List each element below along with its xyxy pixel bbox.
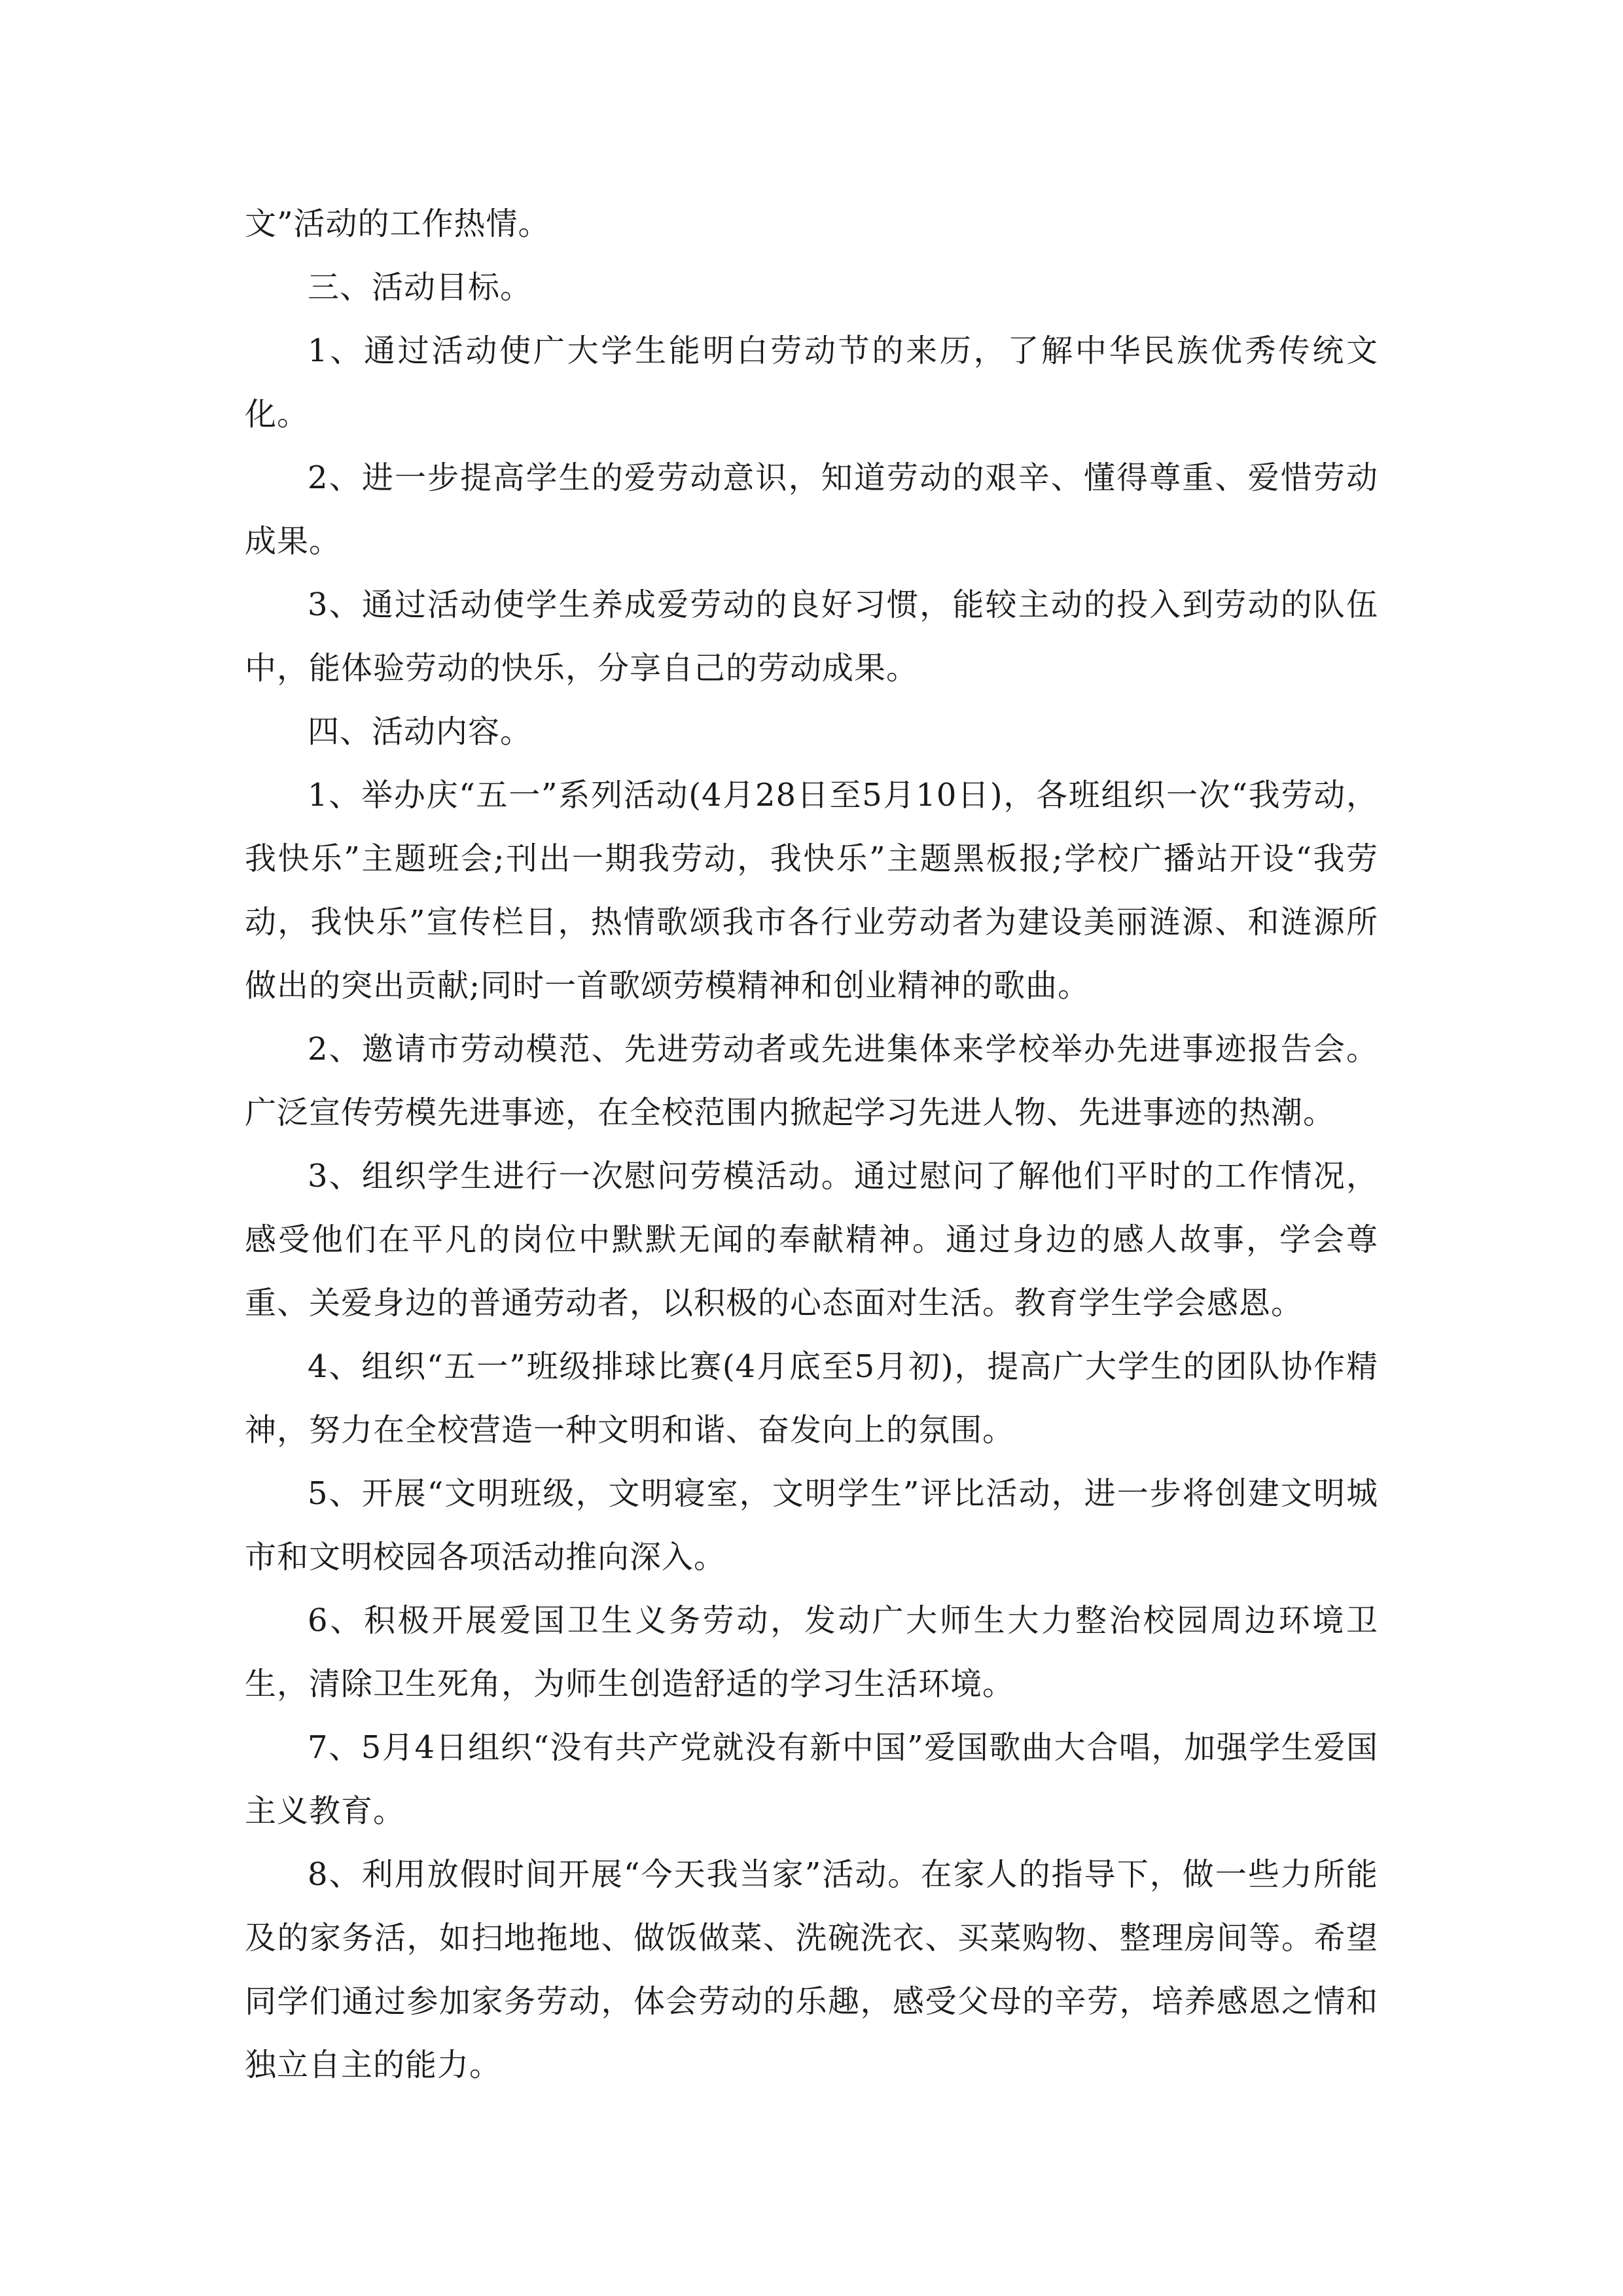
- content-item-5: 5、开展“文明班级，文明寝室，文明学生”评比活动，进一步将创建文明城市和文明校园各项活动推向深入。: [245, 1475, 1378, 1575]
- goal-item-2: 2、进一步提高学生的爱劳动意识，知道劳动的艰辛、懂得尊重、爱惜劳动成果。: [245, 459, 1378, 560]
- content-item-1: 1、举办庆“五一”系列活动(4月28日至5月10日)，各班组织一次“我劳动，我快乐”主题班会;刊出一期我劳动，我快乐”主题黑板报;学校广播站开设“我劳动，我快乐”宣传栏目，热情歌颂我市各行业劳动者为建设美丽涟源、和涟源所做出的突出贡献;同时一首歌颂劳模精神和创业精神的歌曲。: [245, 777, 1378, 1004]
- content-item-8: 8、利用放假时间开展“今天我当家”活动。在家人的指导下，做一些力所能及的家务活，如扫地拖地、做饭做菜、洗碗洗衣、买菜购物、整理房间等。希望同学们通过参加家务劳动，体会劳动的乐趣，感受父母的辛劳，培养感恩之情和独立自主的能力。: [245, 1856, 1378, 2083]
- content-item-7: 7、5月4日组织“没有共产党就没有新中国”爱国歌曲大合唱，加强学生爱国主义教育。: [245, 1729, 1378, 1829]
- goal-item-1: 1、通过活动使广大学生能明白劳动节的来历，了解中华民族优秀传统文化。: [245, 332, 1378, 433]
- content-item-4: 4、组织“五一”班级排球比赛(4月底至5月初)，提高广大学生的团队协作精神，努力在全校营造一种文明和谐、奋发向上的氛围。: [245, 1348, 1378, 1448]
- content-item-2: 2、邀请市劳动模范、先进劳动者或先进集体来学校举办先进事迹报告会。广泛宣传劳模先进事迹，在全校范围内掀起学习先进人物、先进事迹的热潮。: [245, 1031, 1378, 1131]
- content-item-3: 3、组织学生进行一次慰问劳模活动。通过慰问了解他们平时的工作情况，感受他们在平凡的岗位中默默无闻的奉献精神。通过身边的感人故事，学会尊重、关爱身边的普通劳动者，以积极的心态面对生活。教育学生学会感恩。: [245, 1158, 1378, 1321]
- content-item-6: 6、积极开展爱国卫生义务劳动，发动广大师生大力整治校园周边环境卫生，清除卫生死角，为师生创造舒适的学习生活环境。: [245, 1602, 1378, 1702]
- section-heading-goals: 三、活动目标。: [308, 269, 533, 306]
- goal-item-3: 3、通过活动使学生养成爱劳动的良好习惯，能较主动的投入到劳动的队伍中，能体验劳动的快乐，分享自己的劳动成果。: [245, 586, 1378, 687]
- document-body: [245, 192, 1378, 2097]
- section-heading-content: 四、活动内容。: [308, 713, 533, 750]
- paragraph-continuation: 文”活动的工作热情。: [245, 206, 550, 242]
